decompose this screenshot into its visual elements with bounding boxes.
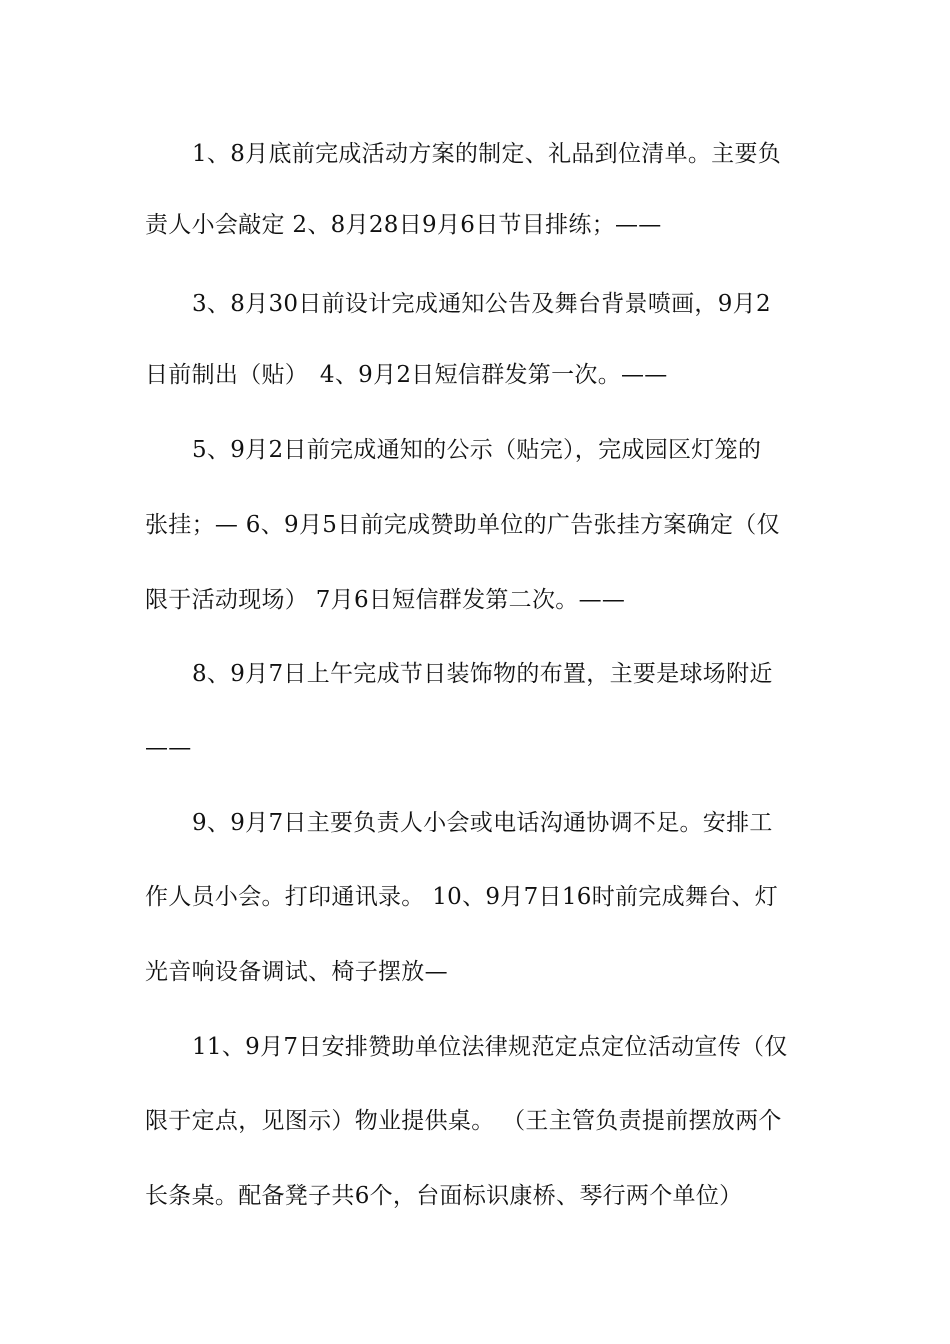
text-line-12: 光音响设备调试、椅子摆放— bbox=[145, 959, 448, 985]
text-line-7: 限于活动现场） 7月6日短信群发第二次。—— bbox=[145, 587, 626, 613]
text-line-4: 日前制出（贴） 4、9月2日短信群发第一次。—— bbox=[145, 362, 668, 388]
text-line-2: 责人小会敲定 2、8月28日9月6日节目排练；—— bbox=[145, 212, 662, 238]
text-line-9: —— bbox=[145, 735, 192, 761]
text-line-10: 9、9月7日主要负责人小会或电话沟通协调不足。安排工 bbox=[192, 810, 773, 836]
text-line-1: 1、8月底前完成活动方案的制定、礼品到位清单。主要负 bbox=[192, 141, 782, 167]
text-line-15: 长条桌。配备凳子共6个，台面标识康桥、琴行两个单位） bbox=[145, 1183, 743, 1209]
text-line-5: 5、9月2日前完成通知的公示（贴完），完成园区灯笼的 bbox=[192, 437, 762, 463]
text-line-6: 张挂；— 6、9月5日前完成赞助单位的广告张挂方案确定（仅 bbox=[145, 512, 780, 538]
text-line-3: 3、8月30日前设计完成通知公告及舞台背景喷画，9月2 bbox=[192, 291, 771, 317]
text-line-14: 限于定点，见图示）物业提供桌。 （王主管负责提前摆放两个 bbox=[145, 1108, 782, 1134]
text-line-8: 8、9月7日上午完成节日装饰物的布置，主要是球场附近 bbox=[192, 661, 773, 687]
text-line-11: 作人员小会。打印通讯录。 10、9月7日16时前完成舞台、灯 bbox=[145, 884, 779, 910]
text-line-13: 11、9月7日安排赞助单位法律规范定点定位活动宣传（仅 bbox=[192, 1034, 788, 1060]
